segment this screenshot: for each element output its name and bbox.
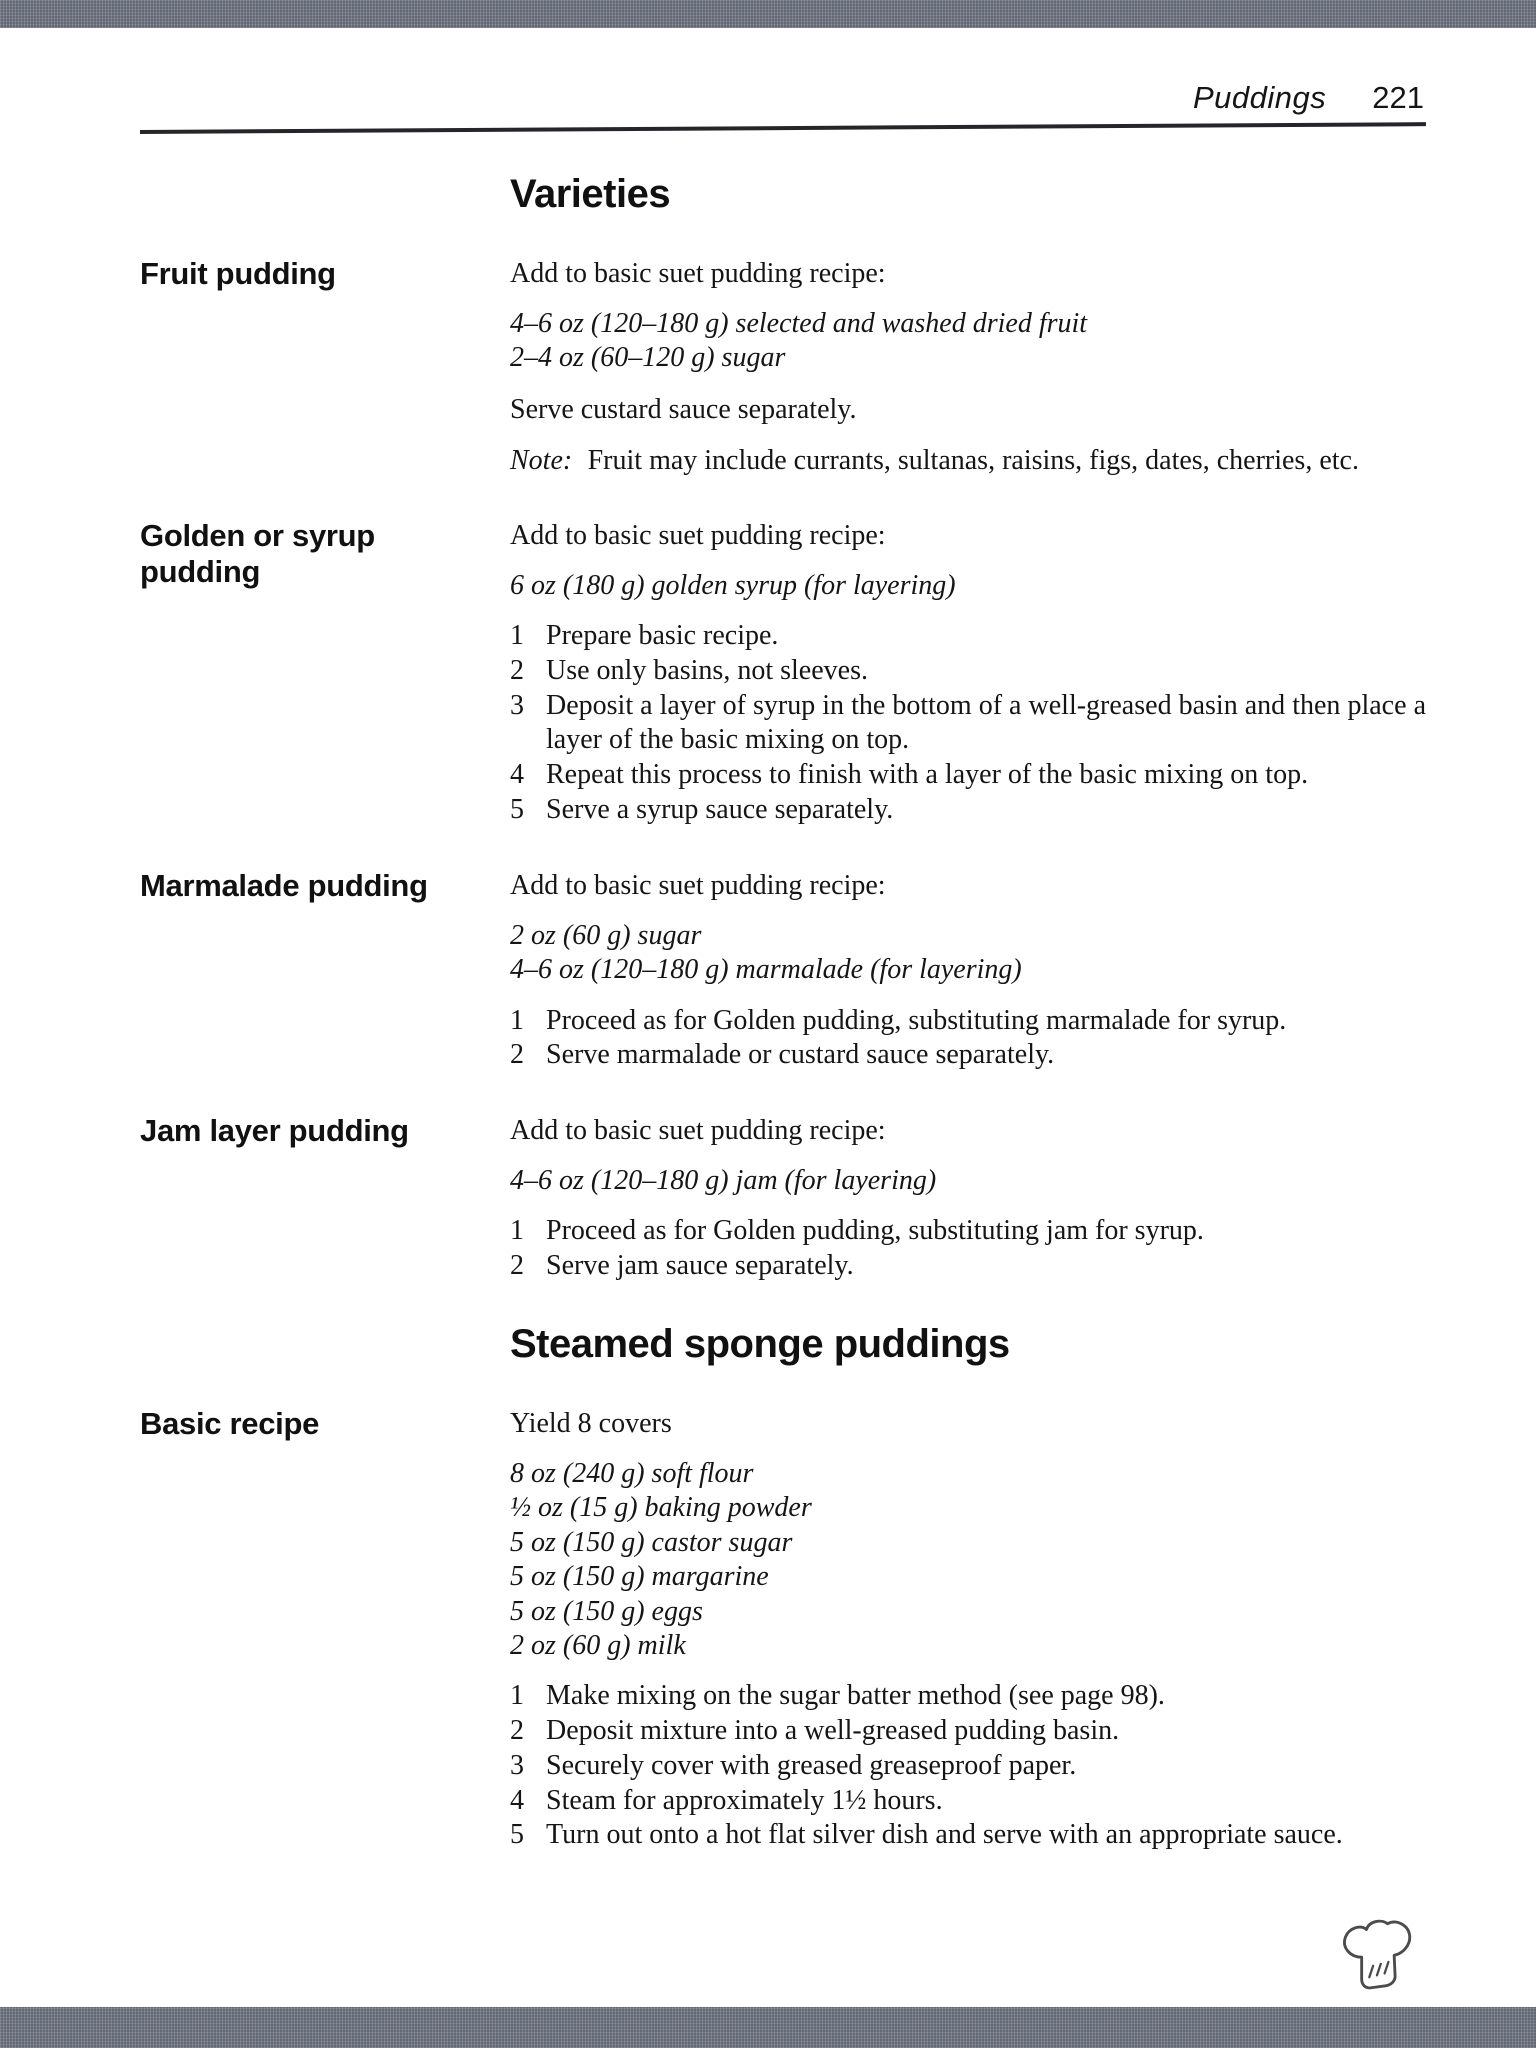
step-row xyxy=(510,1038,1426,1073)
step-row xyxy=(510,1214,1426,1249)
step-row xyxy=(510,689,1426,758)
top-binding-band xyxy=(0,0,1536,28)
step-text: Deposit mixture into a well-greased pudding basin. xyxy=(546,1715,1120,1747)
sections-root xyxy=(140,172,1426,1853)
step-text: Proceed as for Golden pudding, substituting marmalade for syrup. xyxy=(546,1004,1287,1036)
variety-title-cell xyxy=(140,256,510,478)
step-text: Steam for approximately 1½ hours. xyxy=(546,1784,943,1816)
variety-section xyxy=(140,1406,1426,1853)
ingredient-line: 5 oz (150 g) margarine xyxy=(510,1561,769,1593)
steps-list xyxy=(510,619,1426,827)
recipe-paragraph: Serve custard sauce separately. xyxy=(510,393,857,425)
step-row xyxy=(510,1714,1426,1749)
variety-title-cell xyxy=(140,518,510,828)
note-paragraph xyxy=(510,443,1426,478)
left-spacer xyxy=(140,1322,510,1366)
step-text: Serve marmalade or custard sauce separately. xyxy=(546,1039,1055,1071)
ingredient-list xyxy=(510,307,1426,376)
step-text: Serve a syrup sauce separately. xyxy=(546,793,894,825)
step-number: 4 xyxy=(510,1784,524,1816)
step-number: 1 xyxy=(510,1004,524,1036)
variety-body-cell xyxy=(510,518,1426,828)
variety-section xyxy=(140,256,1426,478)
page-content xyxy=(140,28,1426,1853)
ingredient-line: 2–4 oz (60–120 g) sugar xyxy=(510,342,786,374)
recipe-paragraph: Add to basic suet pudding recipe: xyxy=(510,519,886,551)
note-text: Fruit may include currants, sultanas, raisins, figs, dates, cherries, etc. xyxy=(580,444,1359,476)
step-number: 5 xyxy=(510,793,524,825)
step-number: 3 xyxy=(510,1749,524,1781)
step-number: 2 xyxy=(510,1250,524,1282)
step-row xyxy=(510,1818,1426,1853)
step-number: 2 xyxy=(510,1715,524,1747)
step-row xyxy=(510,619,1426,654)
ingredient-line: 5 oz (150 g) eggs xyxy=(510,1595,703,1627)
step-number: 3 xyxy=(510,689,524,721)
step-text: Turn out onto a hot flat silver dish and serve with an appropriate sauce. xyxy=(546,1819,1343,1851)
variety-title-cell xyxy=(140,1113,510,1284)
steps-list xyxy=(510,1004,1426,1073)
ingredient-line: 6 oz (180 g) golden syrup (for layering) xyxy=(510,569,956,601)
step-number: 1 xyxy=(510,1680,524,1712)
variety-title: Marmalade pudding xyxy=(140,867,428,903)
variety-title: Fruit pudding xyxy=(140,256,336,291)
step-row xyxy=(510,1749,1426,1784)
running-header xyxy=(140,80,1426,116)
step-text: Serve jam sauce separately. xyxy=(546,1250,854,1282)
ingredient-list xyxy=(510,1164,1426,1198)
step-text: Deposit a layer of syrup in the bottom of a well-greased basin and then place a layer of the basic mixing on top. xyxy=(546,689,1426,756)
recipe-paragraph: Add to basic suet pudding recipe: xyxy=(510,1114,886,1146)
variety-body-cell xyxy=(510,256,1426,478)
step-text: Proceed as for Golden pudding, substituting jam for syrup. xyxy=(546,1215,1204,1247)
ingredient-line: ½ oz (15 g) baking powder xyxy=(510,1492,812,1524)
step-row xyxy=(510,1679,1426,1714)
variety-title-cell xyxy=(140,868,510,1073)
page-number: 221 xyxy=(1372,80,1424,115)
recipe-paragraph: Add to basic suet pudding recipe: xyxy=(510,869,886,901)
section-heading: Varieties xyxy=(510,172,671,216)
step-text: Make mixing on the sugar batter method (see page 98). xyxy=(546,1680,1165,1712)
note-label: Note: xyxy=(510,444,573,476)
ingredient-line: 8 oz (240 g) soft flour xyxy=(510,1457,754,1489)
variety-section xyxy=(140,868,1426,1073)
step-number: 4 xyxy=(510,759,524,791)
variety-title: Basic recipe xyxy=(140,1405,320,1441)
steps-list xyxy=(510,1679,1426,1853)
ingredient-list xyxy=(510,1457,1426,1664)
chapter-title: Puddings xyxy=(1192,80,1327,115)
section-heading-row xyxy=(140,172,1426,216)
step-text: Use only basins, not sleeves. xyxy=(546,655,868,687)
step-number: 2 xyxy=(510,655,524,687)
step-number: 1 xyxy=(510,1215,524,1247)
recipe-paragraph: Yield 8 covers xyxy=(510,1407,672,1439)
variety-title: Jam layer pudding xyxy=(140,1112,409,1148)
ingredient-list xyxy=(510,569,1426,603)
step-text: Securely cover with greased greaseproof paper. xyxy=(546,1749,1077,1781)
ingredient-line: 2 oz (60 g) sugar xyxy=(510,919,702,951)
chef-hat-icon xyxy=(1328,1918,1424,2004)
ingredient-line: 4–6 oz (120–180 g) marmalade (for layering) xyxy=(510,954,1022,986)
section-heading-row xyxy=(140,1322,1426,1366)
variety-title-cell xyxy=(140,1406,510,1853)
bottom-binding-band xyxy=(0,2007,1536,2048)
step-row xyxy=(510,654,1426,689)
variety-body-cell xyxy=(510,1113,1426,1284)
step-row xyxy=(510,793,1426,828)
steps-list xyxy=(510,1214,1426,1283)
step-text: Repeat this process to finish with a layer of the basic mixing on top. xyxy=(546,759,1309,791)
variety-section xyxy=(140,1113,1426,1284)
variety-body-cell xyxy=(510,868,1426,1073)
step-row xyxy=(510,1784,1426,1819)
step-row xyxy=(510,758,1426,793)
step-number: 2 xyxy=(510,1039,524,1071)
recipe-paragraph: Add to basic suet pudding recipe: xyxy=(510,258,886,289)
step-text: Prepare basic recipe. xyxy=(546,620,779,652)
variety-title: Golden or syrup pudding xyxy=(140,517,375,590)
ingredient-line: 4–6 oz (120–180 g) jam (for layering) xyxy=(510,1164,937,1196)
step-number: 5 xyxy=(510,1819,524,1851)
ingredient-line: 4–6 oz (120–180 g) selected and washed dried fruit xyxy=(510,308,1088,339)
section-heading: Steamed sponge puddings xyxy=(510,1321,1010,1366)
left-spacer xyxy=(140,172,510,216)
step-number: 1 xyxy=(510,620,524,652)
ingredient-line: 2 oz (60 g) milk xyxy=(510,1630,686,1661)
ingredient-list xyxy=(510,919,1426,988)
step-row xyxy=(510,1004,1426,1039)
ingredient-line: 5 oz (150 g) castor sugar xyxy=(510,1526,793,1558)
step-row xyxy=(510,1249,1426,1284)
variety-body-cell xyxy=(510,1406,1426,1853)
variety-section xyxy=(140,518,1426,828)
header-rule xyxy=(140,122,1426,134)
